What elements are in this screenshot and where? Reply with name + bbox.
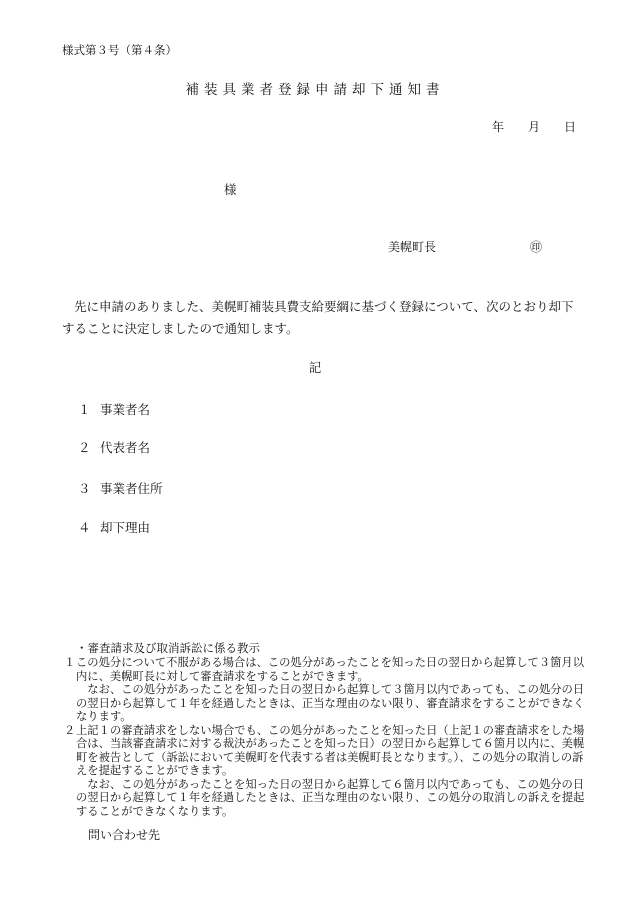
contact-label: 問い合わせ先 <box>88 828 161 842</box>
item-number: ３ <box>78 481 91 496</box>
notice-paragraph-2 <box>62 724 592 778</box>
date-year: 年 <box>492 120 505 134</box>
item-rejection-reason <box>78 518 150 536</box>
paragraph-sub: なお、この処分があったことを知った日の翌日から起算して６箇月以内であっても、この処分の日の翌日から起算して１年を経過したときは、正当な理由のない限り、この処分の取消しの訴えを提起することができなくなります。 <box>76 777 585 818</box>
item-number: ２ <box>78 440 91 455</box>
item-label: 却下理由 <box>100 520 151 535</box>
item-label: 事業者名 <box>100 402 151 417</box>
ki-heading: 記 <box>308 360 322 375</box>
item-label: 事業者住所 <box>100 481 163 496</box>
paragraph-sub: なお、この処分があったことを知った日の翌日から起算して３箇月以内であっても、この処分の日の翌日から起算して１年を経過したときは、正当な理由のない限り、審査請求をすることができなくなります。 <box>76 683 585 723</box>
document-title: 補装具業者登録申請却下通知書 <box>185 82 445 98</box>
body-text-content: 先に申請のありました、美幌町補装具費支給要綱に基づく登録について、次のとおり却下することに決定しましたので通知します。 <box>62 299 574 336</box>
paragraph-number: ２ <box>64 723 76 737</box>
addressee-suffix: 様 <box>224 182 237 197</box>
notice-heading: ・審査請求及び取消訴訟に係る教示 <box>76 641 260 655</box>
paragraph-main: 上記１の審査請求をしない場合でも、この処分があったことを知った日（上記１の審査請求をした場合は、当該審査請求に対する裁決があったことを知った日）の翌日から起算して６箇月以内に、美幌町を被告として（訴訟において美幌町を代表する者は美幌町長となります。）、この処分の取消しの訴えを提起することができます。 <box>76 723 585 777</box>
date-day: 日 <box>564 120 577 134</box>
paragraph-number: １ <box>64 656 76 669</box>
date-month: 月 <box>528 120 541 134</box>
date-line <box>492 118 576 135</box>
item-number: ４ <box>78 520 91 535</box>
item-business-name <box>78 400 150 418</box>
item-label: 代表者名 <box>100 440 151 455</box>
paragraph-main: この処分について不服がある場合は、この処分があったことを知った日の翌日から起算して３箇月以内に、美幌町長に対して審査請求をすることができます。 <box>76 656 585 683</box>
body-text <box>62 296 582 340</box>
notice-paragraph-1 <box>62 656 592 683</box>
item-number: １ <box>78 402 91 417</box>
item-representative-name <box>78 438 150 456</box>
form-number: 様式第３号（第４条） <box>62 43 177 57</box>
notice-body <box>62 656 592 818</box>
seal-mark: ㊞ <box>530 240 543 254</box>
item-business-address <box>78 479 163 497</box>
issuer: 美幌町長 <box>388 240 437 254</box>
